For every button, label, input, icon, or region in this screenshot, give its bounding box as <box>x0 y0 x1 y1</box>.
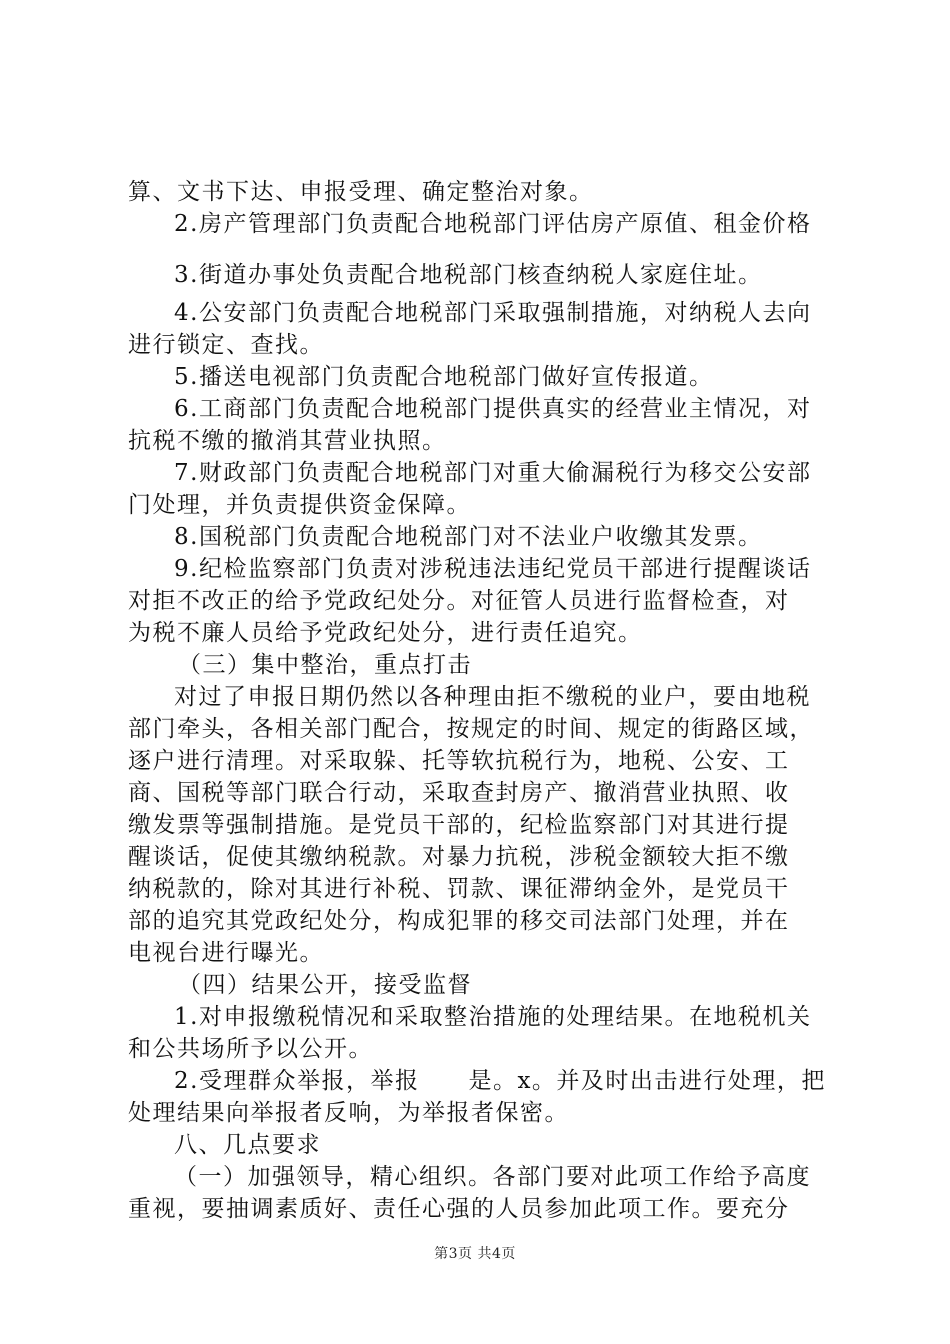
text-line: 和公共场所予以公开。 <box>128 1036 373 1062</box>
text-line: 部的追究其党政纪处分，构成犯罪的移交司法部门处理，并在 <box>128 908 790 934</box>
section-heading: （四）结果公开，接受监督 <box>178 972 472 998</box>
text-line: 为税不廉人员给予党政纪处分，进行责任追究。 <box>128 620 643 646</box>
text-line: 部门牵头，各相关部门配合，按规定的时间、规定的街路区域， <box>128 716 814 742</box>
text-line: 3.街道办事处负责配合地税部门核查纳税人家庭住址。 <box>174 262 763 288</box>
section-heading: 八、几点要求 <box>174 1132 321 1158</box>
text-line: 进行锁定、查找。 <box>128 332 324 358</box>
text-line: 2.房产管理部门负责配合地税部门评估房产原值、租金价格 <box>174 211 812 237</box>
text-line: 醒谈话，促使其缴纳税款。对暴力抗税，涉税金额较大拒不缴 <box>128 844 790 870</box>
text-line: 对拒不改正的给予党政纪处分。对征管人员进行监督检查，对 <box>128 588 790 614</box>
page-footer: 第3页 共4页 <box>434 1246 516 1262</box>
text-line: 重视，要抽调素质好、责任心强的人员参加此项工作。要充分 <box>128 1196 790 1222</box>
text-line: 对过了申报日期仍然以各种理由拒不缴税的业户，要由地税 <box>174 684 811 710</box>
text-line: 算、文书下达、申报受理、确定整治对象。 <box>128 179 594 205</box>
text-line: 6.工商部门负责配合地税部门提供真实的经营业主情况，对 <box>174 396 812 422</box>
text-line: 8.国税部门负责配合地税部门对不法业户收缴其发票。 <box>174 524 763 550</box>
section-heading: （三）集中整治，重点打击 <box>178 652 472 678</box>
text-line: 9.纪检监察部门负责对涉税违法违纪党员干部进行提醒谈话 <box>174 556 812 582</box>
text-line: 5.播送电视部门负责配合地税部门做好宣传报道。 <box>174 364 714 390</box>
text-line: 纳税款的，除对其进行补税、罚款、课征滞纳金外，是党员干 <box>128 876 790 902</box>
text-line: 抗税不缴的撤消其营业执照。 <box>128 428 447 454</box>
text-line: 处理结果向举报者反响，为举报者保密。 <box>128 1100 569 1126</box>
text-line: （一）加强领导，精心组织。各部门要对此项工作给予高度 <box>174 1164 811 1190</box>
text-line: 电视台进行曝光。 <box>128 940 324 966</box>
text-line: 门处理，并负责提供资金保障。 <box>128 492 471 518</box>
text-line: 缴发票等强制措施。是党员干部的，纪检监察部门对其进行提 <box>128 812 790 838</box>
text-line: 7.财政部门负责配合地税部门对重大偷漏税行为移交公安部 <box>174 460 812 486</box>
text-line: 2.受理群众举报，举报 是。x。并及时出击进行处理，把 <box>174 1068 826 1094</box>
text-line: 4.公安部门负责配合地税部门采取强制措施，对纳税人去向 <box>174 300 812 326</box>
text-line: 1.对申报缴税情况和采取整治措施的处理结果。在地税机关 <box>174 1004 812 1030</box>
text-line: 逐户进行清理。对采取躲、托等软抗税行为，地税、公安、工 <box>128 748 790 774</box>
text-line: 商、国税等部门联合行动，采取查封房产、撤消营业执照、收 <box>128 780 790 806</box>
